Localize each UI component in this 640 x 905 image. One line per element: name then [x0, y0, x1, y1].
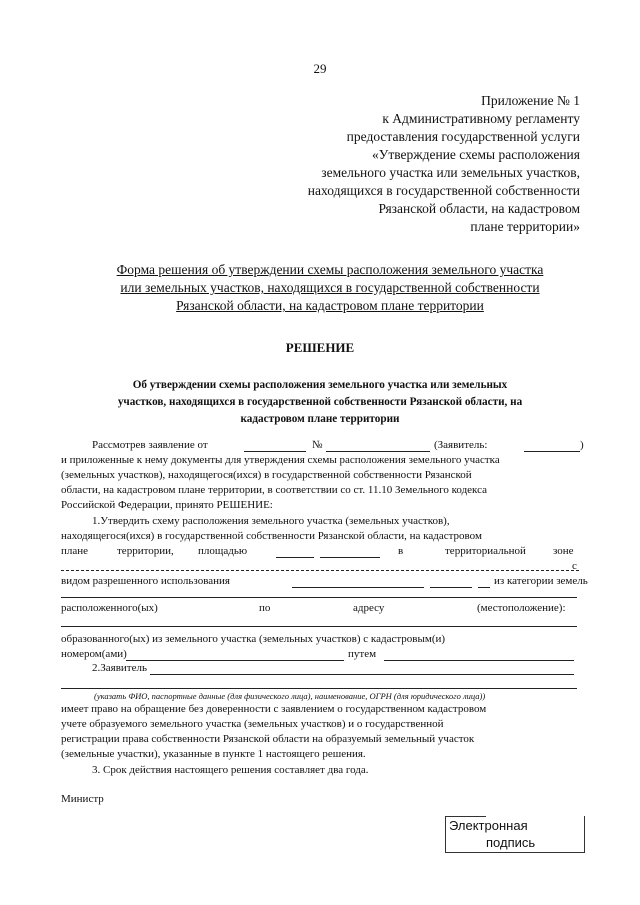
item2-line: (земельные участки), указанные в пункте 1 настоящего решения.	[61, 748, 366, 760]
item2-line: имеет право на обращение без доверенности с заявлением о государственном кадастровом	[61, 703, 487, 715]
formed-line: образованного(ых) из земельного участка (земельных участков) с кадастровым(и)	[61, 633, 446, 645]
intro-line: и приложенные к нему документы для утверждения схемы расположения земельного участка	[61, 454, 500, 466]
territorial-label: территориальной	[445, 545, 526, 557]
appendix-line: Рязанской области, на кадастровом	[378, 201, 580, 216]
territory-label: территории,	[117, 545, 174, 557]
item3-line: 3. Срок действия настоящего решения составляет два года.	[92, 764, 369, 776]
subheading-line: кадастровом плане территории	[240, 413, 400, 425]
electronic-signature-stamp	[445, 816, 585, 853]
numbers-label: номером(ами)	[61, 648, 127, 660]
permitted-use-field-line	[430, 587, 472, 588]
applicant-item-field-line	[150, 674, 574, 675]
considered-label: Рассмотрев заявление от	[92, 439, 208, 451]
area-field-line	[276, 557, 314, 558]
form-title-line: Рязанской области, на кадастровом плане территории	[176, 298, 484, 313]
appendix-line: находящихся в государственной собственности	[307, 183, 580, 198]
category-field-line	[61, 597, 577, 598]
located-label: расположенного(ых)	[61, 602, 158, 614]
intro-line: области, на кадастровом плане территории, в соответствии со ст. 11.10 Земельного кодекса	[61, 484, 488, 496]
address-field-line	[61, 626, 577, 627]
address-label: адресу	[353, 602, 385, 614]
close-paren: )	[580, 439, 584, 451]
with-label: с	[572, 560, 577, 572]
permitted-use-field-line	[292, 587, 424, 588]
applicant-item-label: 2.Заявитель	[92, 662, 147, 674]
cadastral-field-line	[126, 660, 344, 661]
intro-line: (земельных участков), находящегося(ихся) в государственной собственности Рязанской	[61, 469, 472, 481]
item2-line: регистрации права собственности Рязанской области на образуемый земельный участок	[61, 733, 475, 745]
appendix-line: к Административному регламенту	[382, 111, 580, 126]
permitted-use-label: видом разрешенного использования	[61, 575, 230, 587]
signature-line-1: Электронная	[449, 818, 528, 833]
appendix-line: Приложение № 1	[481, 93, 580, 108]
signature-line-2: подпись	[486, 835, 536, 850]
applicant-note: (указать ФИО, паспортные данные (для физического лица), наименование, ОГРН (для юридического лица))	[94, 691, 486, 701]
item1-line: находящегося(ихся) в государственной собственности Рязанской области, на кадастровом	[61, 530, 482, 542]
form-title-line: или земельных участков, находящихся в государственной собственности	[120, 280, 540, 295]
minister-label: Министр	[61, 793, 104, 805]
method-field-line	[384, 660, 574, 661]
applicant-details-line	[61, 688, 577, 689]
appendix-line: плане территории»	[470, 219, 580, 234]
form-title-line: Форма решения об утверждении схемы расположения земельного участка	[116, 262, 544, 277]
item2-line: учете образуемого земельного участка (земельных участков) и о государственной	[61, 718, 444, 730]
decision-heading: РЕШЕНИЕ	[285, 340, 355, 355]
zone-field-line	[61, 570, 579, 571]
page-number: 29	[313, 61, 327, 76]
applicant-label: (Заявитель:	[434, 439, 488, 451]
appendix-line: «Утверждение схемы расположения	[372, 147, 580, 162]
area-field-line	[320, 557, 380, 558]
by-way-label: путем	[348, 648, 377, 660]
intro-line: Российской Федерации, принято РЕШЕНИЕ:	[61, 499, 273, 511]
number-label: №	[312, 439, 323, 451]
appendix-line: предоставления государственной услуги	[346, 129, 580, 144]
number-field-line	[326, 451, 430, 452]
plan-label: плане	[61, 545, 89, 557]
permitted-use-field-line	[478, 587, 490, 588]
subheading-line: участков, находящихся в государственной собственности Рязанской области, на	[117, 396, 523, 408]
item1-line: 1.Утвердить схему расположения земельного участка (земельных участков),	[92, 515, 450, 527]
location-label: (местоположение):	[477, 602, 566, 614]
signature-side-line	[584, 816, 585, 852]
zone-label: зоне	[553, 545, 574, 557]
subheading-line: Об утверждении схемы расположения земельного участка или земельных	[132, 379, 508, 391]
by-label: по	[259, 602, 271, 614]
signature-corner-line	[446, 816, 486, 817]
appendix-line: земельного участка или земельных участков,	[321, 165, 580, 180]
category-label: из категории земель	[494, 575, 588, 587]
applicant-field-line	[524, 451, 580, 452]
in-label: в	[398, 545, 404, 557]
date-field-line	[244, 451, 306, 452]
area-label: площадью	[198, 545, 248, 557]
